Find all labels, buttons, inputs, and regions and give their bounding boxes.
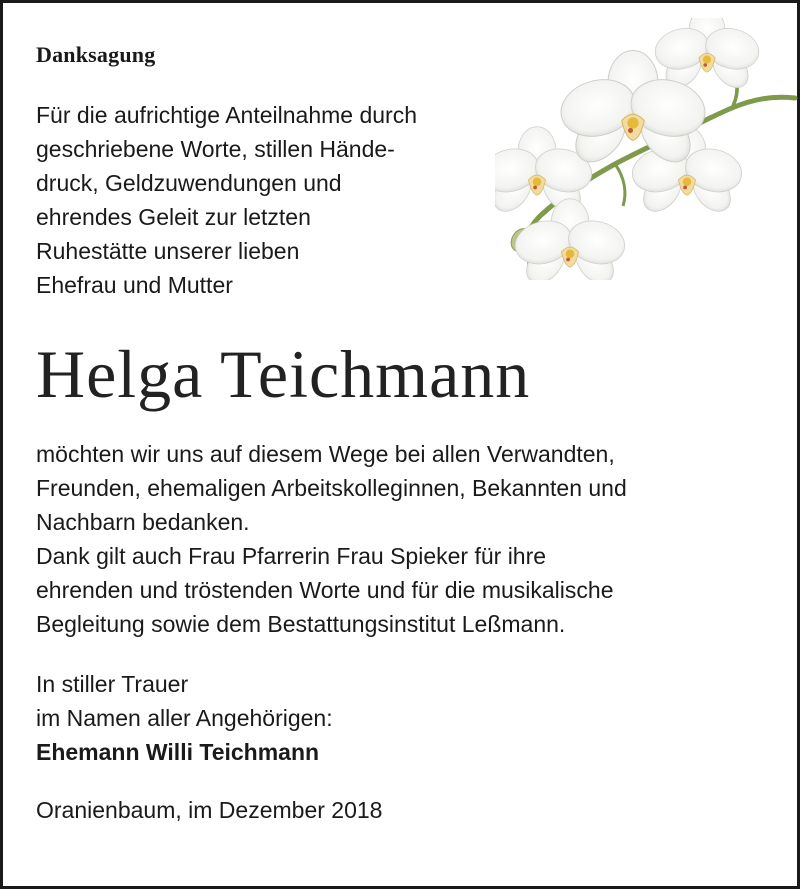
orchid-flower-icon (495, 18, 800, 280)
thanks-line: möchten wir uns auf diesem Wege bei allen Verwandten, (36, 441, 615, 467)
notice-heading: Danksagung (36, 42, 156, 67)
intro-line: geschriebene Worte, stillen Hände- (36, 136, 395, 162)
closing-line: im Namen aller Angehörigen: (36, 705, 333, 731)
thanks-paragraph (36, 437, 776, 641)
intro-line: ehrendes Geleit zur letzten (36, 204, 311, 230)
intro-line: Ruhestätte unserer lieben (36, 238, 300, 264)
thanks-line: Freunden, ehemaligen Arbeitskolleginnen, Bekannten und (36, 475, 627, 501)
signer-name: Ehemann Willi Teichmann (36, 739, 320, 765)
thanks-line: ehrenden und tröstenden Worte und für die musikalische (36, 577, 614, 603)
place-and-date: Oranienbaum, im Dezember 2018 (36, 797, 383, 823)
thanks-line: Nachbarn bedanken. (36, 509, 250, 535)
thanks-line: Begleitung sowie dem Bestattungsinstitut Leßmann. (36, 611, 566, 637)
closing-line: In stiller Trauer (36, 671, 189, 697)
thanks-line: Dank gilt auch Frau Pfarrerin Frau Spieker für ihre (36, 543, 547, 569)
closing-block (36, 667, 536, 769)
deceased-name: Helga Teichmann (36, 336, 531, 412)
intro-line: Ehefrau und Mutter (36, 272, 233, 298)
intro-line: druck, Geldzuwendungen und (36, 170, 342, 196)
intro-paragraph (36, 98, 516, 302)
intro-line: Für die aufrichtige Anteilnahme durch (36, 102, 417, 128)
